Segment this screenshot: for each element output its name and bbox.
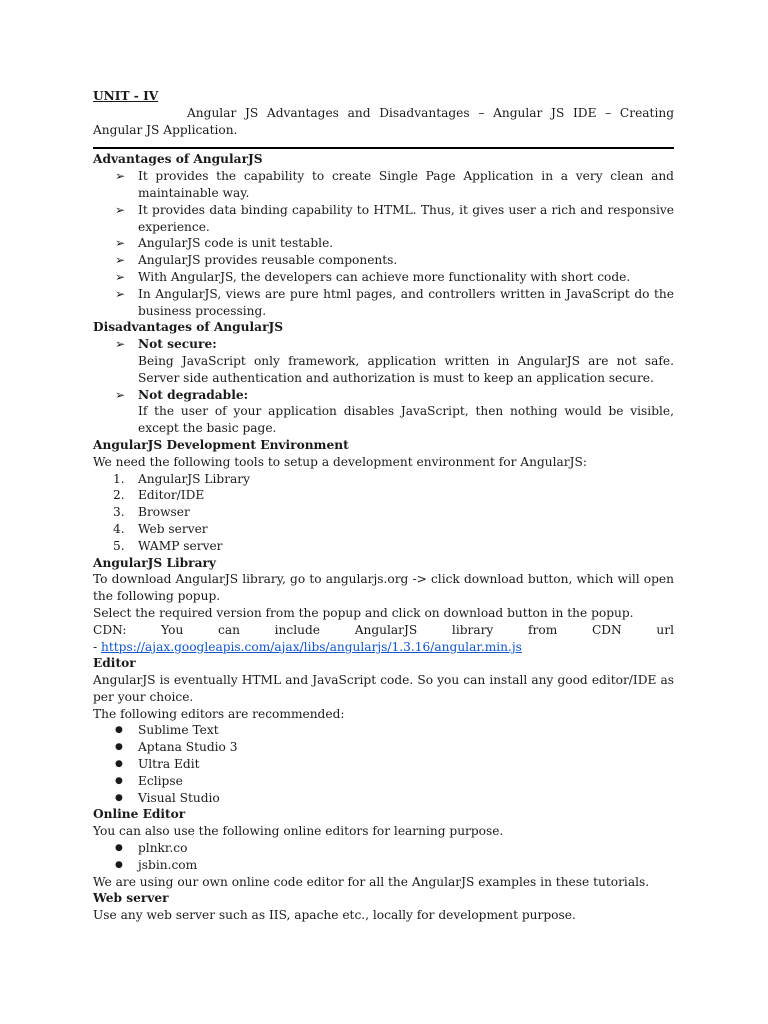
environment-list bbox=[93, 471, 674, 555]
dot-bullet-icon: ● bbox=[115, 742, 123, 753]
list-item: ➢ It provides the capability to create Single Page Application in a very clean and maintainable way. bbox=[115, 169, 674, 200]
environment-heading: AngularJS Development Environment bbox=[93, 437, 349, 452]
arrow-bullet-icon: ➢ bbox=[115, 337, 126, 352]
online-editor-intro: You can also use the following online editors for learning purpose. bbox=[93, 824, 504, 839]
disadvantage-title: Not secure: bbox=[138, 337, 217, 352]
horizontal-rule bbox=[93, 147, 674, 149]
unit-subtitle: Angular JS Advantages and Disadvantages – Angular JS IDE – Creating Angular JS Application. bbox=[93, 105, 674, 137]
list-item: ● Ultra Edit bbox=[115, 757, 200, 772]
list-item: ● Eclipse bbox=[115, 773, 183, 788]
editor-heading: Editor bbox=[93, 656, 136, 671]
list-item: 4. Web server bbox=[113, 521, 208, 536]
list-item: 5. WAMP server bbox=[113, 538, 223, 553]
disadvantages-list bbox=[93, 336, 674, 437]
dot-bullet-icon: ● bbox=[115, 792, 123, 803]
list-item: 1. AngularJS Library bbox=[113, 471, 250, 486]
arrow-bullet-icon: ➢ bbox=[115, 269, 126, 284]
list-item: ➢ AngularJS provides reusable components. bbox=[115, 253, 398, 268]
list-item: ➢ With AngularJS, the developers can achieve more functionality with short code. bbox=[115, 269, 631, 284]
arrow-bullet-icon: ➢ bbox=[115, 236, 126, 251]
cdn-line: CDN: You can include AngularJS library from CDN url bbox=[93, 622, 674, 637]
library-para: Select the required version from the popup and click on download button in the popup. bbox=[93, 605, 634, 620]
web-server-text: Use any web server such as IIS, apache etc., locally for development purpose. bbox=[93, 908, 576, 923]
dot-bullet-icon: ● bbox=[115, 859, 123, 870]
advantages-list bbox=[93, 168, 674, 319]
library-para: To download AngularJS library, go to angularjs.org -> click download button, which will open the following popup. bbox=[93, 572, 674, 604]
editor-para: The following editors are recommended: bbox=[93, 706, 345, 721]
environment-intro: We need the following tools to setup a development environment for AngularJS: bbox=[93, 454, 587, 469]
list-item: ● jsbin.com bbox=[115, 857, 198, 872]
disadvantage-title: Not degradable: bbox=[138, 387, 249, 402]
dot-bullet-icon: ● bbox=[115, 775, 123, 786]
list-item: ● plnkr.co bbox=[115, 841, 188, 856]
list-item: ● Aptana Studio 3 bbox=[115, 740, 238, 755]
arrow-bullet-icon: ➢ bbox=[115, 202, 126, 217]
arrow-bullet-icon: ➢ bbox=[115, 253, 126, 268]
online-editor-list bbox=[93, 840, 674, 874]
list-item: 3. Browser bbox=[113, 505, 190, 520]
arrow-bullet-icon: ➢ bbox=[115, 169, 126, 184]
list-item: ● Sublime Text bbox=[115, 723, 219, 738]
library-heading: AngularJS Library bbox=[93, 555, 216, 570]
list-item: ➢ AngularJS code is unit testable. bbox=[115, 236, 334, 251]
editor-list bbox=[93, 722, 674, 806]
online-editor-outro: We are using our own online code editor for all the AngularJS examples in these tutorials. bbox=[93, 874, 650, 889]
online-editor-heading: Online Editor bbox=[93, 807, 186, 822]
disadvantage-text: Being JavaScript only framework, application written in AngularJS are not safe. Server side authentication and authorization is must to keep an application secure. bbox=[138, 353, 674, 385]
cdn-link[interactable]: https://ajax.googleapis.com/ajax/libs/angularjs/1.3.16/angular.min.js bbox=[101, 639, 522, 654]
list-item: ● Visual Studio bbox=[115, 790, 220, 805]
arrow-bullet-icon: ➢ bbox=[115, 387, 126, 402]
disadvantage-text: If the user of your application disables JavaScript, then nothing would be visible, except the basic page. bbox=[138, 404, 674, 436]
dot-bullet-icon: ● bbox=[115, 725, 123, 736]
list-item: ➢ It provides data binding capability to HTML. Thus, it gives user a rich and responsive experience. bbox=[115, 202, 674, 234]
disadvantages-heading: Disadvantages of AngularJS bbox=[93, 320, 284, 335]
web-server-heading: Web server bbox=[93, 891, 169, 906]
list-item: ➢ In AngularJS, views are pure html pages, and controllers written in JavaScript do the business processing. bbox=[115, 286, 674, 318]
list-item bbox=[93, 336, 674, 386]
editor-para: AngularJS is eventually HTML and JavaScript code. So you can install any good editor/IDE as per your choice. bbox=[93, 673, 674, 704]
dot-bullet-icon: ● bbox=[115, 759, 123, 770]
advantages-heading: Advantages of AngularJS bbox=[93, 152, 263, 167]
arrow-bullet-icon: ➢ bbox=[115, 286, 126, 301]
list-item: 2. Editor/IDE bbox=[113, 488, 205, 503]
unit-title: UNIT - IV bbox=[93, 89, 159, 103]
dot-bullet-icon: ● bbox=[115, 843, 123, 854]
cdn-link-line: - https://ajax.googleapis.com/ajax/libs/angularjs/1.3.16/angular.min.js bbox=[93, 639, 522, 654]
list-item bbox=[93, 387, 674, 437]
